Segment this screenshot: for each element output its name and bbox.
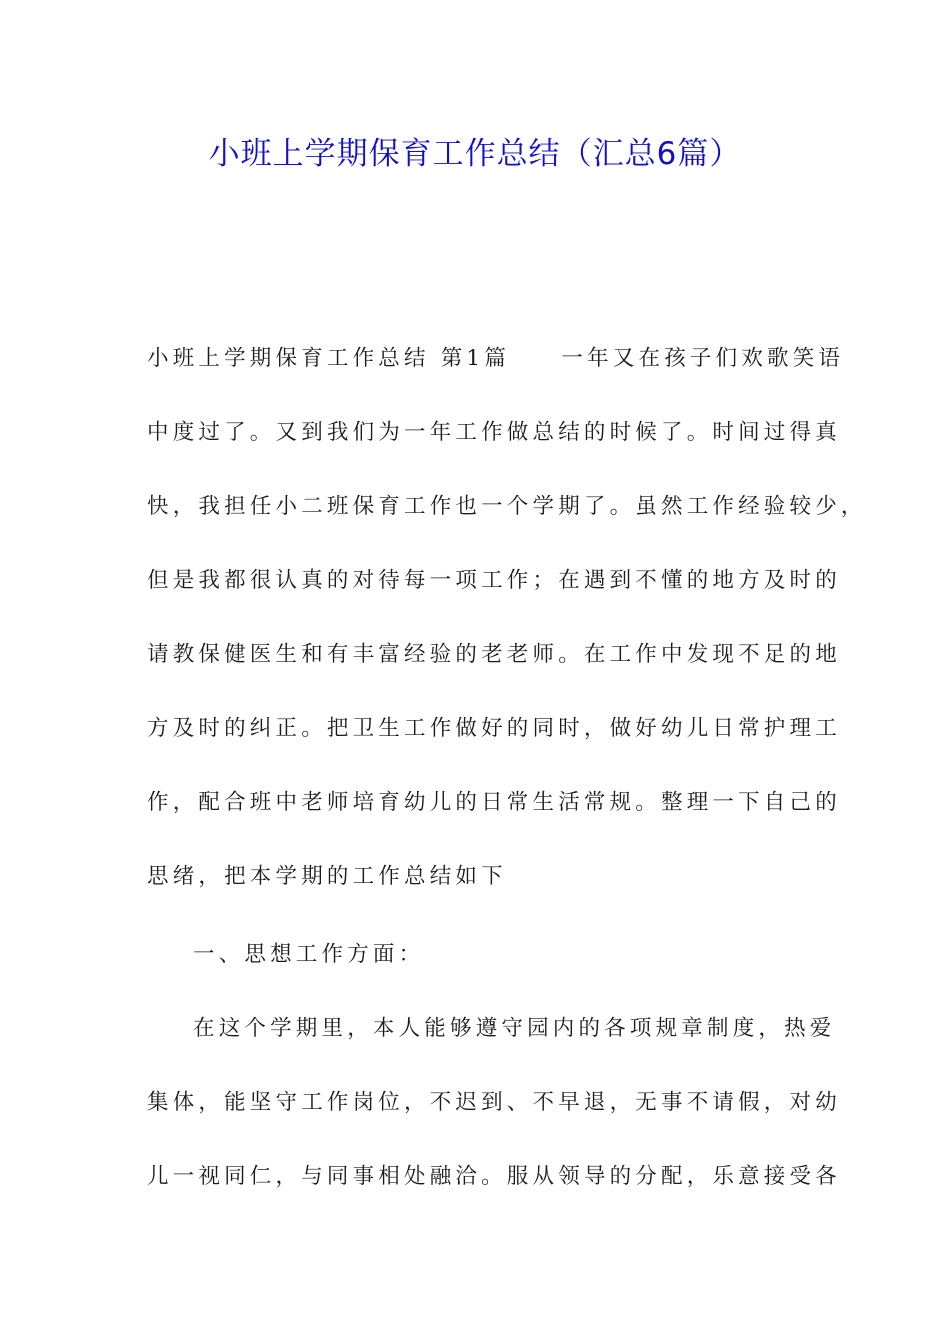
paragraph-line: 中度过了。又到我们为一年工作做总结的时候了。时间过得真 <box>147 420 841 445</box>
paragraph-line: 在这个学期里，本人能够遵守园内的各项规章制度，热爱 <box>193 1016 836 1041</box>
paragraph-line: 快，我担任小二班保育工作也一个学期了。虽然工作经验较少， <box>147 494 867 519</box>
paragraph-line: 思绪，把本学期的工作总结如下 <box>147 864 507 889</box>
section-heading: 一、思想工作方面： <box>193 942 425 967</box>
paragraph-line: 儿一视同仁，与同事相处融洽。服从领导的分配，乐意接受各 <box>147 1164 841 1189</box>
paragraph-line: 作，配合班中老师培育幼儿的日常生活常规。整理一下自己的 <box>147 790 841 815</box>
document-title: 小班上学期保育工作总结（汇总6篇） <box>208 136 742 172</box>
paragraph-line: 请教保健医生和有丰富经验的老老师。在工作中发现不足的地 <box>147 642 841 667</box>
paragraph-line: 方及时的纠正。把卫生工作做好的同时，做好幼儿日常护理工 <box>147 716 841 741</box>
paragraph-line: 但是我都很认真的对待每一项工作；在遇到不懂的地方及时的 <box>147 568 841 593</box>
paragraph-line: 小班上学期保育工作总结 第1篇 一年又在孩子们欢歌笑语 <box>147 346 845 371</box>
paragraph-line: 集体，能坚守工作岗位，不迟到、不早退，无事不请假，对幼 <box>147 1090 841 1115</box>
